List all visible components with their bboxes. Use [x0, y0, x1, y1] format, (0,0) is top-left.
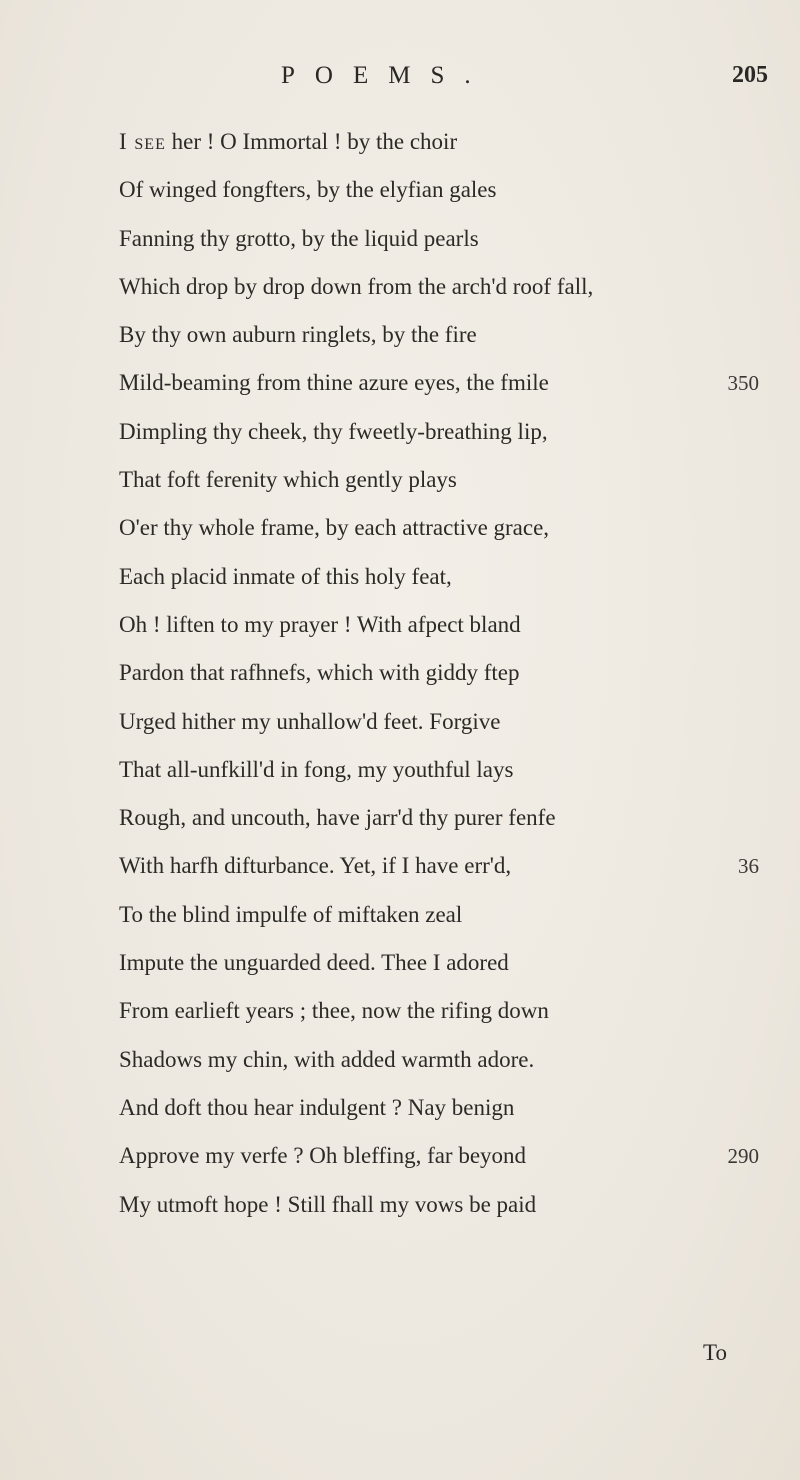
- poem-line: Which drop by drop down from the arch'd roof fall,: [119, 273, 594, 299]
- poem-line: With harfh difturbance. Yet, if I have err'd, 36: [119, 842, 759, 890]
- poem-line: And doft thou hear indulgent ? Nay benign: [119, 1094, 515, 1120]
- poem-line: By thy own auburn ringlets, by the fire: [119, 322, 477, 348]
- line-number: 350: [727, 371, 759, 396]
- poem-line: Mild-beaming from thine azure eyes, the fmile 350: [119, 359, 759, 407]
- poem-line: Fanning thy grotto, by the liquid pearls: [119, 225, 479, 251]
- poem-line: Rough, and uncouth, have jarr'd thy purer fenfe: [119, 805, 556, 831]
- poem-line: From earlieft years ; thee, now the rifing down: [119, 998, 549, 1024]
- line-number: 290: [727, 1144, 759, 1169]
- poem-line: Pardon that rafhnefs, which with giddy ftep: [119, 660, 520, 686]
- poem-line: That all-unfkill'd in fong, my youthful lays: [119, 756, 514, 782]
- poem-line: Urged hither my unhallow'd feet. Forgive: [119, 708, 501, 734]
- poem-line: Dimpling thy cheek, thy fweetly-breathing lip,: [119, 418, 548, 444]
- page-number: 205: [732, 62, 768, 88]
- first-line-rest: her ! O Immortal ! by the choir: [165, 129, 458, 154]
- poem-line: [119, 118, 759, 166]
- poem-line: Of winged fongfters, by the elyfian gales: [119, 177, 497, 203]
- poem-line: O'er thy whole frame, by each attractive grace,: [119, 515, 550, 541]
- line-number: 36: [738, 854, 759, 879]
- poem-line: Oh ! liften to my prayer ! With afpect bland: [119, 611, 521, 637]
- opening-small-caps: I see: [119, 129, 166, 154]
- poem-line: Shadows my chin, with added warmth adore.: [119, 1046, 535, 1072]
- poem-line: Approve my verfe ? Oh bleffing, far beyond 290: [119, 1132, 759, 1180]
- poem-line: Impute the unguarded deed. Thee I adored: [119, 950, 509, 976]
- poem-line: My utmoft hope ! Still fhall my vows be paid: [119, 1191, 537, 1217]
- catchword: To: [703, 1340, 727, 1365]
- poem-line: That foft ferenity which gently plays: [119, 467, 457, 493]
- poem-text: [119, 118, 759, 1229]
- poem-line: Each placid inmate of this holy feat,: [119, 563, 452, 589]
- running-title: POEMS.: [281, 62, 491, 89]
- poem-line: To the blind impulfe of miftaken zeal: [119, 901, 463, 927]
